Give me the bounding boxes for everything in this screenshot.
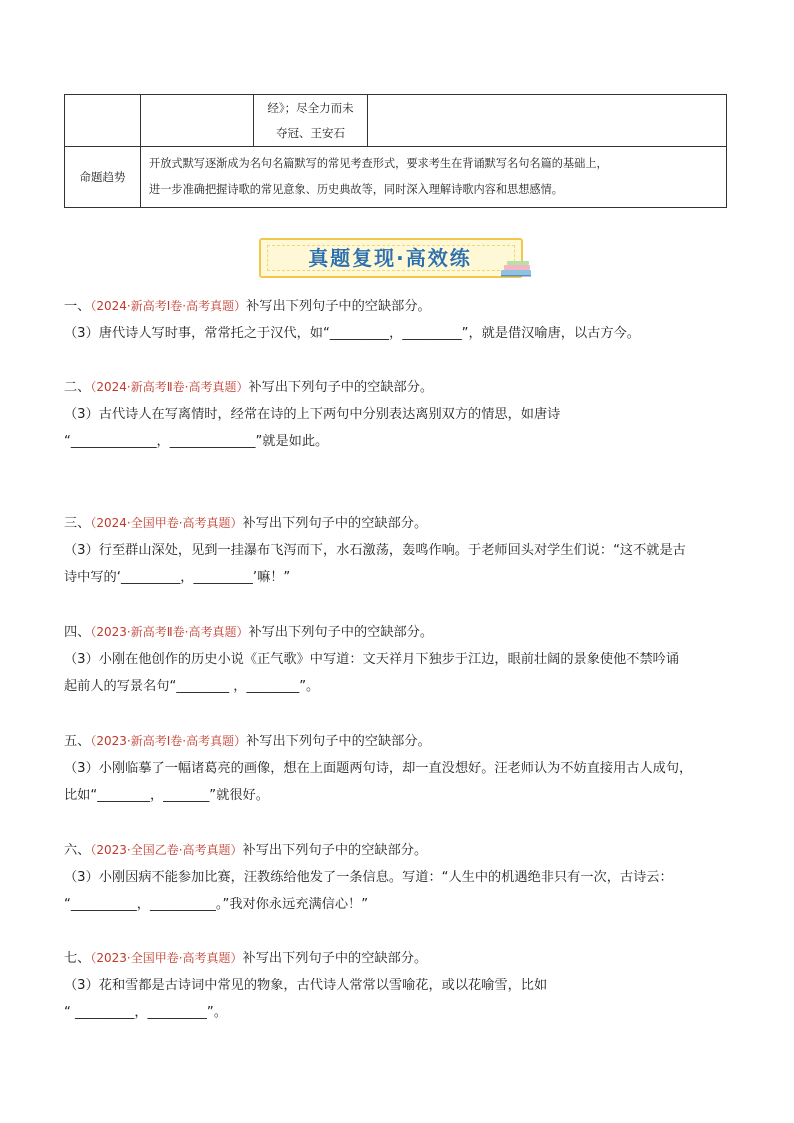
trend-label: 命题趋势 — [65, 147, 141, 208]
question-number: 一、 — [64, 299, 91, 314]
question-instruction: 补写出下列句子中的空缺部分。 — [248, 380, 434, 395]
question-line: （3）小刚临摹了一幅诸葛亮的画像，想在上面题两句诗，却一直没想好。汪老师认为不妨直接用古人成句， — [64, 761, 693, 776]
table-row — [65, 147, 727, 208]
question-1 — [64, 293, 734, 347]
question-instruction: 补写出下列句子中的空缺部分。 — [242, 951, 428, 966]
question-3 — [64, 510, 734, 591]
question-header — [64, 374, 734, 401]
question-line: （3）小刚在他创作的历史小说《正气歌》中写道：文天祥月下独步于江边，眼前壮阔的景象使他不禁吟诵 — [64, 652, 680, 667]
table-row — [65, 95, 727, 147]
question-header — [64, 837, 734, 864]
question-line: （3）小刚因病不能参加比赛，汪教练给他发了一条信息。写道：“人生中的机遇绝非只有一次，古诗云： — [64, 870, 673, 885]
question-2 — [64, 374, 734, 455]
question-source: （2023·新高考Ⅱ卷·高考真题） — [90, 625, 249, 639]
question-line: 起前人的写景名句“________ ，________”。 — [64, 679, 320, 694]
question-number: 七、 — [64, 951, 91, 966]
question-source: （2024·新高考Ⅰ卷·高考真题） — [90, 299, 247, 313]
question-line: （3）花和雪都是古诗词中常见的物象，古代诗人常常以雪喻花，或以花喻雪，比如 — [64, 978, 548, 993]
question-line: 比如“________，_______”就很好。 — [64, 788, 269, 803]
question-line: （3）唐代诗人写时事，常常托之于汉代，如“_________，_________”，就是借汉喻唐，以古方今。 — [64, 326, 640, 341]
question-6 — [64, 837, 734, 918]
question-number: 六、 — [64, 843, 91, 858]
question-instruction: 补写出下列句子中的空缺部分。 — [248, 625, 434, 640]
trend-line: 开放式默写逐渐成为名句名篇默写的常见考查形式，要求考生在背诵默写名句名篇的基础上， — [149, 157, 608, 170]
table-cell-empty — [65, 95, 141, 147]
question-line: （3）古代诗人在写离情时，经常在诗的上下两句中分别表达离别双方的情思，如唐诗 — [64, 407, 561, 422]
question-number: 四、 — [64, 625, 91, 640]
books-icon — [495, 258, 535, 278]
question-4 — [64, 619, 734, 700]
question-number: 三、 — [64, 516, 91, 531]
section-banner — [259, 238, 535, 280]
table-cell-line: 夺冠、王安石 — [276, 125, 345, 140]
trend-line: 进一步准确把握诗歌的常见意象、历史典故等，同时深入理解诗歌内容和思想感情。 — [149, 183, 563, 196]
question-line: （3）行至群山深处，见到一挂瀑布飞泻而下，水石激荡，轰鸣作响。于老师回头对学生们说：“这不就是古 — [64, 543, 686, 558]
question-5 — [64, 728, 734, 809]
question-source: （2023·全国甲卷·高考真题） — [90, 951, 243, 965]
trend-content — [141, 147, 727, 208]
question-number: 五、 — [64, 734, 91, 749]
question-source: （2024·新高考Ⅱ卷·高考真题） — [90, 380, 249, 394]
table-continuation — [64, 94, 727, 208]
question-header — [64, 510, 734, 537]
question-line: “_____________，_____________”就是如此。 — [64, 434, 329, 449]
question-7 — [64, 945, 734, 1026]
table-cell-line: 经》；尽全力而未 — [267, 100, 354, 115]
table-cell-empty — [141, 95, 254, 147]
question-instruction: 补写出下列句子中的空缺部分。 — [242, 843, 428, 858]
question-source: （2023·新高考Ⅰ卷·高考真题） — [90, 734, 247, 748]
question-header — [64, 728, 734, 755]
question-source: （2023·全国乙卷·高考真题） — [90, 843, 243, 857]
question-instruction: 补写出下列句子中的空缺部分。 — [246, 299, 431, 314]
question-header — [64, 945, 734, 972]
question-source: （2024·全国甲卷·高考真题） — [90, 516, 243, 530]
question-instruction: 补写出下列句子中的空缺部分。 — [242, 516, 428, 531]
question-instruction: 补写出下列句子中的空缺部分。 — [246, 734, 431, 749]
question-header — [64, 619, 734, 646]
question-line: “__________，__________。”我对你永远充满信心！” — [64, 897, 369, 912]
banner-title: 真题复现·高效练 — [308, 246, 472, 270]
table-cell-example — [254, 95, 368, 147]
question-line: 诗中写的‘_________，_________’嘛！” — [64, 570, 291, 585]
question-line: “ _________，_________”。 — [64, 1005, 227, 1020]
question-number: 二、 — [64, 380, 91, 395]
table-cell-empty — [368, 95, 727, 147]
question-header — [64, 293, 734, 320]
